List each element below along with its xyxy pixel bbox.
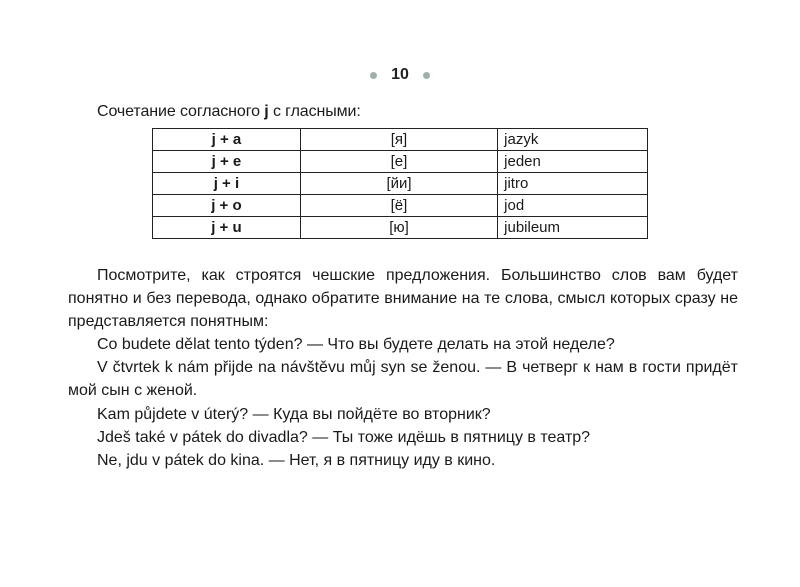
sound-cell: [ё] — [300, 195, 497, 217]
combo-cell: j + u — [153, 217, 301, 239]
combination-table — [152, 128, 648, 239]
sound-cell: [йи] — [300, 173, 497, 195]
intro-letter: j — [264, 103, 269, 120]
example-sentence: Jdeš také v pátek do divadla? — Ты тоже идёшь в пятницу в театр? — [97, 428, 591, 446]
page-header — [0, 66, 800, 84]
example-cell: jeden — [498, 151, 648, 173]
example-sentence: V čtvrtek k nám přijde na návštěvu můj syn se ženou. — В четверг к нам в гости придёт мой сын с женой. — [68, 359, 738, 400]
example-cell: jazyk — [498, 129, 648, 151]
table-row — [153, 195, 648, 217]
combo-cell: j + o — [153, 195, 301, 217]
combo-cell: j + i — [153, 173, 301, 195]
example-cell: jod — [498, 195, 648, 217]
example-sentence: Co budete dělat tento týden? — Что вы будете делать на этой неделе? — [97, 336, 615, 354]
intro-sentence — [97, 103, 361, 121]
table-row — [153, 129, 648, 151]
example-cell: jubileum — [498, 217, 648, 239]
sound-cell: [е] — [300, 151, 497, 173]
paragraph-intro: Посмотрите, как строятся чешские предложения. Большинство слов вам будет понятно и без перевода, однако обратите внимание на те слова, смысл которых сразу не представляется понятным: — [68, 267, 738, 331]
combo-cell: j + e — [153, 151, 301, 173]
intro-text-after: с гласными: — [268, 103, 361, 120]
page-number: 10 — [391, 66, 409, 83]
table-row — [153, 217, 648, 239]
table-row — [153, 151, 648, 173]
table-row — [153, 173, 648, 195]
intro-text-before: Сочетание согласного — [97, 103, 265, 120]
example-sentence: Ne, jdu v pátek do kina. — Нет, я в пятницу иду в кино. — [97, 451, 496, 469]
example-sentence: Kam půjdete v úterý? — Куда вы пойдёте во вторник? — [97, 405, 491, 423]
sound-cell: [ю] — [300, 217, 497, 239]
body-text — [68, 264, 738, 472]
combo-cell: j + a — [153, 129, 301, 151]
sound-cell: [я] — [300, 129, 497, 151]
bullet-dot-right-icon — [423, 72, 430, 79]
example-cell: jitro — [498, 173, 648, 195]
bullet-dot-left-icon — [370, 72, 377, 79]
